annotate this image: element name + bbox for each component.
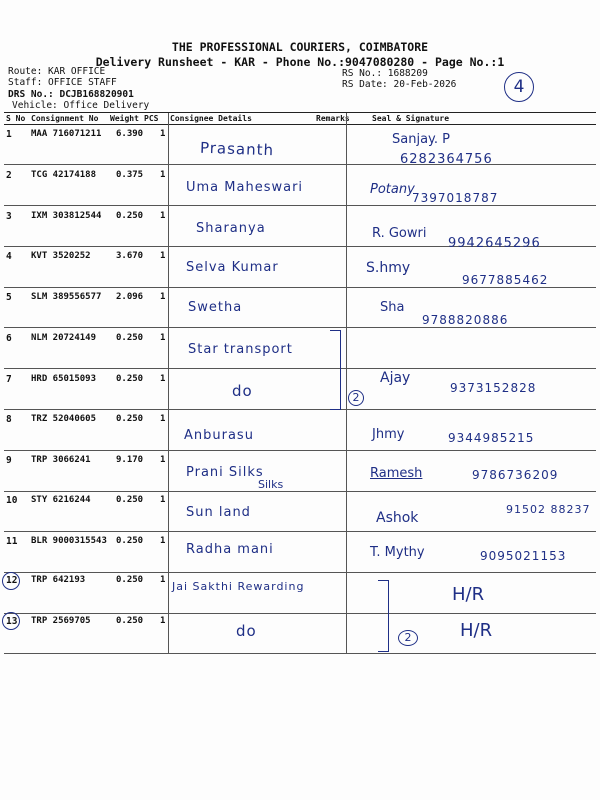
row-sno: 8 (6, 414, 12, 425)
row-weight: 0.250 (116, 414, 144, 424)
row-pcs: 1 (160, 251, 166, 261)
row-consignee: Sharanya (196, 221, 266, 236)
row-signature: T. Mythy (370, 545, 425, 560)
row-consignment: TRP 2569705 (31, 616, 91, 626)
row-consignment: SLM 389556577 (31, 292, 102, 302)
row-phone: 91502 88237 (506, 503, 591, 516)
rs-number: RS No.: 1688209 (342, 68, 428, 79)
page-mark-circle (504, 72, 534, 102)
bracket-mark-circle: 2 (398, 630, 418, 646)
row-weight: 0.375 (116, 170, 144, 180)
row-sno: 11 (6, 536, 18, 547)
row-divider (4, 327, 596, 328)
row-divider (4, 287, 596, 288)
row-weight: 0.250 (116, 536, 144, 546)
row-signature: H/R (460, 620, 493, 641)
row-divider (4, 368, 596, 369)
row-pcs: 1 (160, 374, 166, 384)
row-signature: Ajay (380, 370, 411, 386)
row-weight: 0.250 (116, 374, 144, 384)
row-consignment: TRP 3066241 (31, 455, 91, 465)
vehicle-label: Vehicle: Office Delivery (12, 100, 150, 111)
row-consignee: Sun land (186, 505, 251, 520)
row-signature: H/R (452, 584, 485, 605)
row-consignee: Prasanth (199, 138, 275, 160)
company-title: THE PROFESSIONAL COURIERS, COIMBATORE (171, 40, 429, 54)
row-pcs: 1 (160, 616, 166, 626)
row-signature: Ramesh (370, 466, 423, 481)
row-weight: 0.250 (116, 333, 144, 343)
row-weight: 6.390 (116, 129, 144, 139)
bracket-rows-6-7 (330, 330, 341, 410)
row-divider (4, 572, 596, 573)
col-header-pcs: PCS (144, 114, 159, 123)
col-header-remarks: Remarks (316, 114, 350, 123)
row-phone: 9344985215 (448, 431, 535, 445)
row-phone: 6282364756 (400, 152, 493, 167)
table-bottom-line (4, 653, 596, 654)
row-pcs: 1 (160, 129, 166, 139)
row-consignee: do (232, 382, 253, 400)
row-weight: 0.250 (116, 211, 144, 221)
row-signature: Jhmy (372, 427, 405, 442)
row-consignee: Uma Maheswari (186, 180, 304, 195)
row-divider (4, 205, 596, 206)
row-consignment: NLM 20724149 (31, 333, 97, 343)
row-consignee: Swetha (188, 300, 243, 315)
row-sno: 4 (6, 251, 12, 262)
col-header-consignee: Consignee Details (170, 114, 252, 123)
staff-label: Staff: OFFICE STAFF (8, 77, 117, 88)
row-consignee: do (236, 622, 257, 640)
row-sno: 5 (6, 292, 12, 303)
row-consignment: BLR 9000315543 (31, 536, 107, 546)
row-divider (4, 531, 596, 532)
row-consignee: Radha mani (186, 542, 274, 557)
row-sno: 12 (6, 575, 18, 586)
row-weight: 3.670 (116, 251, 144, 261)
row-sno: 6 (6, 333, 12, 344)
silks-annotation: Silks (258, 478, 284, 491)
row-phone: 9942645296 (448, 236, 541, 251)
route-label: Route: KAR OFFICE (8, 66, 106, 77)
row-phone: 9095021153 (480, 549, 567, 563)
row-divider (4, 613, 596, 614)
row-phone: 9677885462 (462, 273, 549, 287)
row-phone: 9373152828 (450, 381, 537, 395)
row-consignment: TRZ 52040605 (31, 414, 97, 424)
row-signature: Potany (370, 182, 415, 197)
table-top-line (4, 112, 596, 113)
bracket-rows-12-13 (378, 580, 389, 652)
row-sno: 7 (6, 374, 12, 385)
row-pcs: 1 (160, 575, 166, 585)
row-consignment: IXM 303812544 (31, 211, 102, 221)
row-sno: 2 (6, 170, 12, 181)
col-header-weight: Weight (110, 114, 139, 123)
runsheet-subtitle: Delivery Runsheet - KAR - Phone No.:9047080280 - Page No.:1 (95, 55, 505, 69)
row-divider (4, 164, 596, 165)
row-consignee: Prani Silks (186, 465, 264, 480)
row-consignment: HRD 65015093 (31, 374, 97, 384)
row-consignment: KVT 3520252 (31, 251, 91, 261)
table-header-line (4, 124, 596, 125)
row-divider (4, 409, 596, 410)
row-sno: 9 (6, 455, 12, 466)
page-mark-number: 4 (513, 77, 525, 97)
row-divider (4, 450, 596, 451)
bracket-mark-circle: 2 (348, 390, 364, 406)
row-pcs: 1 (160, 170, 166, 180)
row-sno: 10 (6, 495, 18, 506)
rs-date: RS Date: 20-Feb-2026 (342, 79, 457, 90)
row-consignee: Selva Kumar (186, 260, 279, 275)
drs-label: DRS No.: DCJB168820901 (8, 89, 134, 100)
row-sno: 1 (6, 129, 12, 140)
row-consignee: Jai Sakthi Rewarding (172, 580, 305, 593)
row-signature: R. Gowri (372, 226, 427, 241)
col-header-sno: S No (6, 114, 26, 123)
row-consignment: STY 6216244 (31, 495, 91, 505)
row-signature: Sanjay. P (392, 132, 450, 147)
row-pcs: 1 (160, 211, 166, 221)
col-header-seal: Seal & Signature (372, 114, 450, 123)
row-signature: S.hmy (366, 260, 411, 276)
row-phone: 9788820886 (422, 313, 509, 327)
row-signature: Sha (380, 300, 405, 315)
row-weight: 2.096 (116, 292, 144, 302)
row-pcs: 1 (160, 333, 166, 343)
row-weight: 0.250 (116, 616, 144, 626)
row-consignee: Star transport (188, 342, 293, 357)
row-divider (4, 491, 596, 492)
row-consignment: TRP 642193 (31, 575, 86, 585)
row-consignment: TCG 42174188 (31, 170, 97, 180)
row-pcs: 1 (160, 495, 166, 505)
row-pcs: 1 (160, 455, 166, 465)
row-consignee: Anburasu (184, 428, 254, 443)
row-phone: 7397018787 (412, 191, 499, 205)
col-header-consignment: Consignment No (31, 114, 99, 123)
row-weight: 9.170 (116, 455, 144, 465)
row-weight: 0.250 (116, 495, 144, 505)
row-sno: 3 (6, 211, 12, 222)
row-weight: 0.250 (116, 575, 144, 585)
row-pcs: 1 (160, 414, 166, 424)
row-pcs: 1 (160, 292, 166, 302)
row-phone: 9786736209 (472, 468, 559, 482)
row-sno: 13 (6, 616, 18, 627)
row-signature: Ashok (376, 510, 419, 526)
row-consignment: MAA 716071211 (31, 129, 102, 139)
row-pcs: 1 (160, 536, 166, 546)
